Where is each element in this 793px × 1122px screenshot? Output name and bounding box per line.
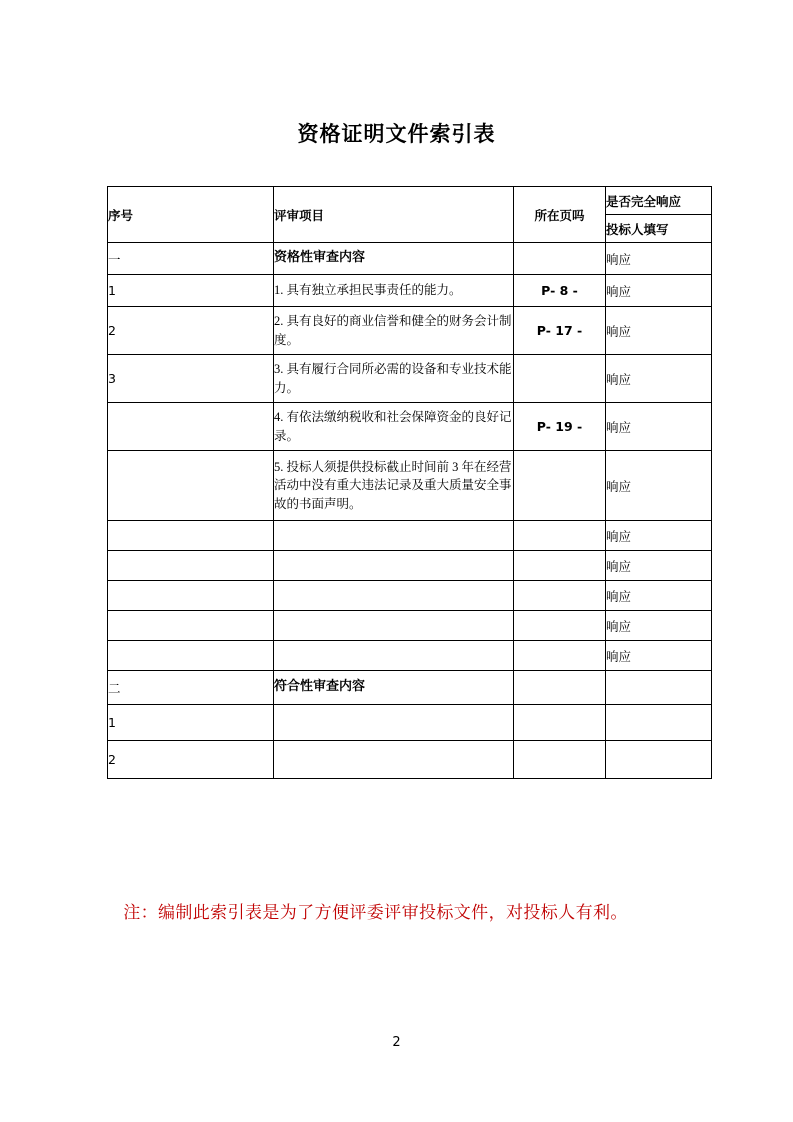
table-row — [108, 521, 712, 551]
cell-response: 响应 — [606, 641, 712, 671]
cell-response — [606, 671, 712, 705]
cell-sequence — [108, 521, 274, 551]
cell-page-reference — [514, 741, 606, 779]
cell-sequence — [108, 403, 274, 451]
cell-response: 响应 — [606, 307, 712, 355]
table-header — [108, 187, 712, 243]
table-row — [108, 403, 712, 451]
table-row — [108, 741, 712, 779]
table-row — [108, 611, 712, 641]
cell-section-title: 符合性审查内容 — [274, 671, 514, 705]
table-row — [108, 581, 712, 611]
cell-page-reference — [514, 355, 606, 403]
cell-response — [606, 705, 712, 741]
cell-response: 响应 — [606, 611, 712, 641]
cell-sequence — [108, 641, 274, 671]
cell-response: 响应 — [606, 355, 712, 403]
page-number: 2 — [392, 1035, 401, 1050]
header-page-location: 所在页吗 — [514, 187, 606, 243]
note-text: 注：编制此索引表是为了方便评委评审投标文件，对投标人有利。 — [123, 903, 628, 922]
cell-review-item — [274, 741, 514, 779]
cell-sequence — [108, 581, 274, 611]
cell-sequence — [108, 551, 274, 581]
cell-page-reference — [514, 705, 606, 741]
cell-sequence: 二 — [108, 671, 274, 705]
cell-page-reference — [514, 551, 606, 581]
cell-response: 响应 — [606, 521, 712, 551]
cell-sequence — [108, 451, 274, 521]
cell-page-reference: P- 19 - — [514, 403, 606, 451]
cell-sequence: 2 — [108, 741, 274, 779]
cell-review-item — [274, 521, 514, 551]
header-full-response: 是否完全响应 — [606, 187, 712, 215]
cell-review-item: 5. 投标人须提供投标截止时间前 3 年在经营活动中没有重大违法记录及重大质量安全事故的书面声明。 — [274, 451, 514, 521]
qualification-index-table — [107, 186, 712, 779]
cell-sequence: 3 — [108, 355, 274, 403]
table-row — [108, 243, 712, 275]
cell-page-reference — [514, 451, 606, 521]
table-row — [108, 275, 712, 307]
cell-review-item — [274, 641, 514, 671]
cell-review-item — [274, 551, 514, 581]
cell-page-reference — [514, 611, 606, 641]
page-title: 资格证明文件索引表 — [297, 122, 496, 146]
cell-page-reference — [514, 641, 606, 671]
cell-review-item: 3. 具有履行合同所必需的设备和专业技术能力。 — [274, 355, 514, 403]
cell-sequence: 1 — [108, 705, 274, 741]
table-row — [108, 705, 712, 741]
cell-sequence: 一 — [108, 243, 274, 275]
cell-response: 响应 — [606, 581, 712, 611]
header-review-item: 评审项目 — [274, 187, 514, 243]
table-row — [108, 641, 712, 671]
cell-response: 响应 — [606, 243, 712, 275]
table-row — [108, 451, 712, 521]
cell-page-reference: P- 17 - — [514, 307, 606, 355]
table-body — [108, 243, 712, 779]
cell-review-item — [274, 705, 514, 741]
cell-response: 响应 — [606, 551, 712, 581]
table-header-row — [108, 187, 712, 215]
table-row — [108, 307, 712, 355]
cell-response — [606, 741, 712, 779]
cell-review-item: 4. 有依法缴纳税收和社会保障资金的良好记录。 — [274, 403, 514, 451]
cell-response: 响应 — [606, 403, 712, 451]
cell-sequence: 1 — [108, 275, 274, 307]
cell-section-title: 资格性审查内容 — [274, 243, 514, 275]
cell-response: 响应 — [606, 275, 712, 307]
cell-review-item: 2. 具有良好的商业信誉和健全的财务会计制度。 — [274, 307, 514, 355]
cell-page-reference: P- 8 - — [514, 275, 606, 307]
cell-review-item — [274, 581, 514, 611]
cell-page-reference — [514, 671, 606, 705]
cell-response: 响应 — [606, 451, 712, 521]
cell-sequence: 2 — [108, 307, 274, 355]
cell-page-reference — [514, 243, 606, 275]
header-bidder-fills: 投标人填写 — [606, 215, 712, 243]
cell-page-reference — [514, 521, 606, 551]
table-row — [108, 355, 712, 403]
header-sequence: 序号 — [108, 187, 274, 243]
cell-page-reference — [514, 581, 606, 611]
table-row — [108, 671, 712, 705]
cell-review-item: 1. 具有独立承担民事责任的能力。 — [274, 275, 514, 307]
cell-sequence — [108, 611, 274, 641]
table-row — [108, 551, 712, 581]
cell-review-item — [274, 611, 514, 641]
